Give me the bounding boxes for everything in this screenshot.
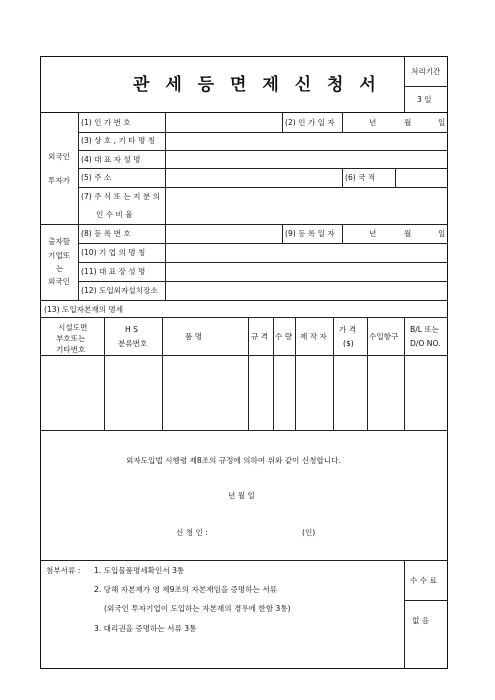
header-divider	[404, 56, 405, 113]
row-line	[78, 168, 448, 169]
field-registration-date: (9) 등 록 일 자	[285, 229, 335, 238]
section-line	[40, 300, 448, 301]
fee-line	[404, 600, 448, 601]
row-line	[78, 132, 448, 133]
col-qty: 수 량	[275, 332, 293, 341]
cell-divider	[282, 113, 283, 132]
field-permit-date: (2) 인 가 일 자	[285, 118, 335, 127]
col-hs-2: 분류번호	[118, 339, 148, 348]
row-line	[78, 243, 448, 244]
col-spec: 규 격	[251, 332, 269, 341]
applicant-label: 신 청 인 :	[176, 528, 208, 537]
row-line	[78, 150, 448, 151]
field-address: (5) 주 소	[81, 173, 112, 182]
col-bl-2: D/O NO.	[410, 339, 441, 348]
field-representative: (4) 대 표 자 성 명	[81, 155, 141, 164]
row-line	[78, 281, 448, 282]
col-price-1: 가 격	[339, 325, 357, 334]
field-share-ratio-2: 인 수 비 율	[96, 210, 133, 219]
cell-divider	[342, 224, 343, 243]
date-year: 년	[369, 118, 377, 127]
seal-mark: (인)	[302, 528, 316, 537]
field-registration-number: (8) 등 록 번 호	[81, 229, 131, 238]
col-bl-1: B/L 또는	[410, 325, 440, 334]
col-facility-1: 시설도면	[58, 323, 88, 332]
date-year-2: 년	[369, 229, 377, 238]
field-company-name: (3) 상 호 , 기 타 명 칭	[81, 136, 156, 145]
header-row-line	[40, 355, 448, 356]
date-month-2: 월	[404, 229, 412, 238]
sign-date: 년 월 일	[228, 491, 255, 500]
section-company-label-3: 는	[56, 264, 64, 273]
col-line	[295, 317, 296, 430]
cell-divider	[342, 113, 343, 132]
attachments-label: 첨부서류 :	[46, 566, 81, 575]
col-line	[104, 317, 105, 430]
section-company-label-2: 기업또	[48, 251, 71, 260]
section-investor-label-2: 투자가	[48, 176, 71, 185]
label-divider	[165, 113, 166, 300]
col-price-2: ($)	[343, 339, 354, 348]
date-day: 일	[438, 118, 446, 127]
section-company-label-4: 외국인	[48, 277, 71, 286]
section-line	[40, 224, 448, 225]
date-month: 월	[404, 118, 412, 127]
attachment-3: 3. 대리권을 증명하는 서류 3통	[94, 624, 197, 633]
col-line	[404, 317, 405, 430]
left-col-divider	[78, 113, 79, 300]
section-line	[40, 317, 448, 318]
cell-divider	[395, 168, 396, 187]
section-line	[40, 560, 448, 561]
processing-period-label: 처리기간	[411, 67, 441, 76]
form-title: 관 세 등 면 제 신 청 서	[133, 75, 381, 95]
cell-divider	[282, 224, 283, 243]
field-head-name: (11) 대 표 장 성 명	[81, 267, 146, 276]
col-facility-2: 부호또는	[56, 334, 86, 343]
col-line	[367, 317, 368, 430]
attachment-2: 2. 당해 자본재가 영 제9조의 자본재임을 증명하는 서류	[94, 585, 278, 594]
field-enterprise-name: (10) 기 업 의 명 칭	[81, 248, 146, 257]
col-name: 품 명	[185, 332, 203, 341]
row-line	[78, 262, 448, 263]
col-facility-3: 기타번호	[56, 345, 86, 354]
col-line	[162, 317, 163, 430]
col-port: 수입항구	[369, 332, 399, 341]
field-nationality: (6) 국 적	[345, 173, 376, 182]
attachment-2-note: (외국인 투자기업이 도입하는 자본재의 경우에 한함 3통)	[104, 604, 291, 613]
statement-text: 외자도입법 시행령 제8조의 규정에 의하여 위와 같이 신청합니다.	[126, 456, 341, 465]
fee-value: 없 음	[412, 616, 430, 625]
field-permit-number: (1) 인 가 번 호	[81, 118, 131, 127]
col-line	[248, 317, 249, 430]
section-investor-label: 외국인	[48, 152, 71, 161]
fee-divider	[404, 560, 405, 669]
field-share-ratio: (7) 주 식 또 는 지 분 의	[81, 192, 161, 201]
processing-period-value: 3 일	[417, 95, 432, 104]
attachment-1: 1. 도입물품명세확인서 3통	[94, 566, 185, 575]
col-hs-1: H S	[125, 325, 138, 334]
row-line	[78, 187, 448, 188]
header-divider-h	[404, 86, 448, 87]
col-maker: 제 작 자	[300, 332, 327, 341]
section-line	[40, 430, 448, 431]
col-line	[273, 317, 274, 430]
cell-divider	[342, 168, 343, 187]
col-line	[333, 317, 334, 430]
field-install-location: (12) 도입외자설치장소	[81, 286, 158, 295]
date-day-2: 일	[438, 229, 446, 238]
goods-section-title: (13) 도입자본재의 명세	[44, 305, 124, 314]
section-company-label-1: 출자할	[48, 237, 71, 246]
fee-label: 수 수 료	[410, 576, 437, 585]
